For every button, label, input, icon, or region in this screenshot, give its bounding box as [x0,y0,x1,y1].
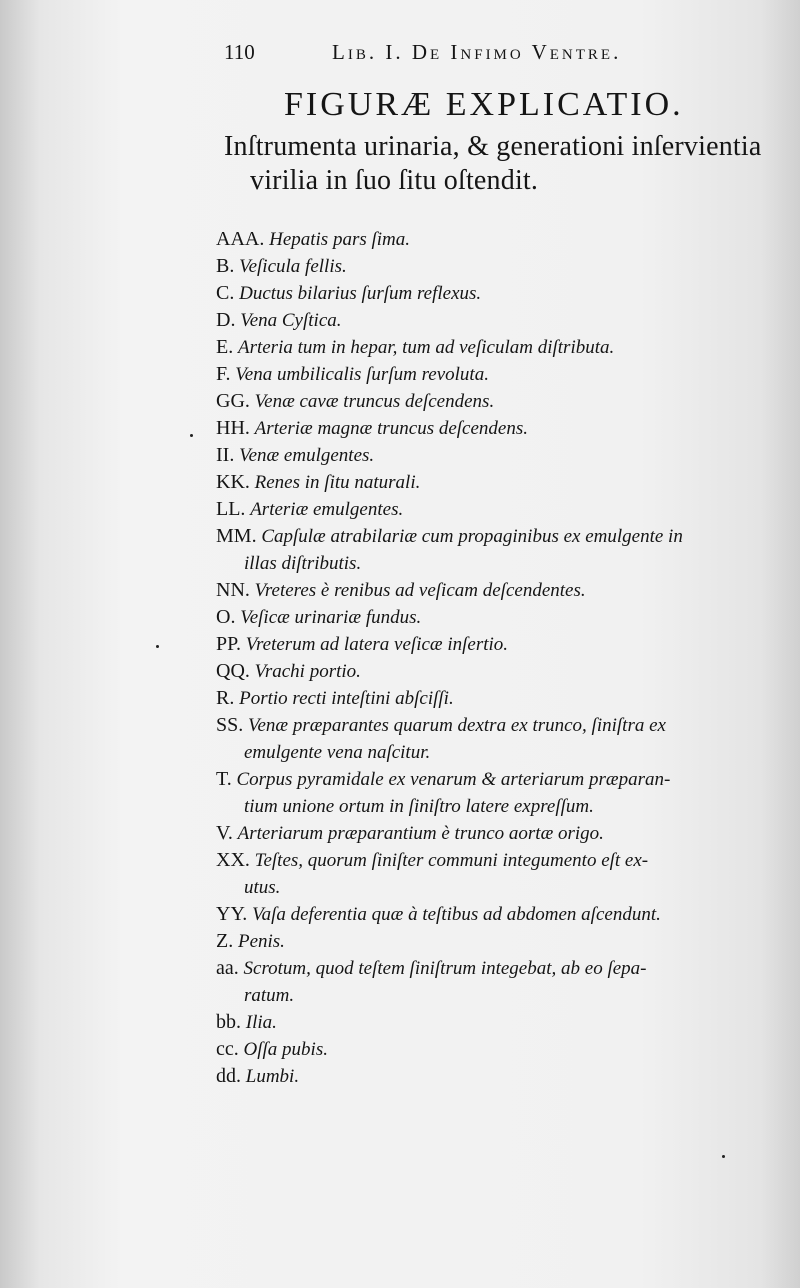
legend-entry [216,442,786,469]
subtitle-line-1: Inſtrumenta urinaria, & generationi inſervientia [224,131,762,162]
legend-key: PP. [216,633,242,655]
legend-description: Lumbi. [245,1066,300,1087]
legend-description: Venæ emulgentes. [239,445,375,466]
ink-speck [190,434,193,437]
legend-description-continued: emulgente vena naſcitur. [244,742,431,763]
legend-key: YY. [216,903,248,925]
legend-key: bb. [216,1011,241,1033]
figure-legend [216,226,786,1090]
legend-description: Teſtes, quorum ſiniſter communi integumento eſt ex- [254,850,649,871]
legend-entry [216,847,786,901]
legend-entry [216,1063,786,1090]
legend-entry [216,280,786,307]
legend-key: NN. [216,579,250,601]
legend-key: O. [216,606,236,628]
legend-entry [216,334,786,361]
legend-key: B. [216,255,235,277]
subtitle-line-2: virilia in ſuo ſitu oſtendit. [250,165,539,196]
legend-entry [216,361,786,388]
legend-key: XX. [216,849,250,871]
legend-key: cc. [216,1038,239,1060]
legend-description: Arteria tum in hepar, tum ad veſiculam diſtributa. [237,337,615,358]
legend-entry [216,955,786,1009]
legend-key: T. [216,768,232,790]
legend-description: Scrotum, quod teſtem ſiniſtrum integebat, ab eo ſepa- [243,958,647,979]
legend-entry [216,415,786,442]
legend-key: dd. [216,1065,241,1087]
legend-entry [216,901,786,928]
legend-key: MM. [216,525,257,547]
legend-description: Renes in ſitu naturali. [254,472,421,493]
legend-description-continued: illas diſtributis. [244,553,362,574]
legend-description: Ductus bilarius ſurſum reflexus. [239,283,482,304]
legend-key: F. [216,363,231,385]
legend-key: GG. [216,390,250,412]
legend-entry [216,604,786,631]
subtitle [224,130,784,198]
legend-description: Oſſa pubis. [243,1039,328,1060]
legend-description: Ilia. [245,1012,277,1033]
legend-description: Venæ præparantes quarum dextra ex trunco, ſiniſtra ex [248,715,666,736]
legend-description: Hepatis pars ſima. [269,229,411,250]
legend-description: Vena Cyſtica. [240,310,342,331]
legend-entry [216,631,786,658]
legend-description: Veſicæ urinariæ fundus. [240,607,422,628]
legend-key: D. [216,309,236,331]
legend-key: AAA. [216,228,265,250]
ink-speck [722,1155,725,1158]
ink-speck [156,645,159,648]
legend-key: E. [216,336,234,358]
legend-key: LL. [216,498,246,520]
legend-entry [216,226,786,253]
legend-entry [216,577,786,604]
page-title: FIGURÆ EXPLICATIO. [284,86,684,123]
legend-key: QQ. [216,660,250,682]
legend-entry [216,1009,786,1036]
legend-description: Portio recti inteſtini abſciſſi. [239,688,454,709]
legend-key: KK. [216,471,250,493]
legend-entry [216,766,786,820]
legend-description-continued: ratum. [244,985,295,1006]
legend-entry [216,685,786,712]
legend-description: Vreterum ad latera veſicæ inſertio. [245,634,509,655]
legend-key: C. [216,282,235,304]
legend-description: Vreteres è renibus ad veſicam deſcendentes. [254,580,586,601]
running-head-title: Lib. I. De Infimo Ventre. [332,40,622,64]
legend-key: aa. [216,957,239,979]
legend-entry [216,388,786,415]
legend-entry [216,496,786,523]
legend-entry [216,469,786,496]
legend-description: Veſicula fellis. [239,256,347,277]
legend-entry [216,928,786,955]
legend-entry [216,1036,786,1063]
legend-key: V. [216,822,233,844]
legend-description: Arteriæ magnæ truncus deſcendens. [254,418,528,439]
legend-entry [216,523,786,577]
legend-description: Corpus pyramidale ex venarum & arteriarum præparan- [236,769,671,790]
legend-key: II. [216,444,235,466]
legend-description: Vrachi portio. [254,661,361,682]
legend-description-continued: utus. [244,877,281,898]
legend-description: Vena umbilicalis ſurſum revoluta. [235,364,489,385]
legend-description: Arteriarum præparantium è trunco aortæ origo. [237,823,604,844]
legend-description: Vaſa deferentia quæ à teſtibus ad abdomen aſcendunt. [252,904,661,925]
legend-description-continued: tium unione ortum in ſiniſtro latere expreſſum. [244,796,594,817]
legend-key: HH. [216,417,250,439]
page-number: 110 [224,40,255,64]
legend-entry [216,307,786,334]
legend-key: Z. [216,930,234,952]
legend-entry [216,820,786,847]
legend-key: SS. [216,714,244,736]
running-head [224,40,724,70]
legend-entry [216,712,786,766]
legend-description: Arteriæ emulgentes. [250,499,404,520]
legend-entry [216,658,786,685]
legend-entry [216,253,786,280]
legend-description: Venæ cavæ truncus deſcendens. [254,391,495,412]
legend-description: Capſulæ atrabilariæ cum propaginibus ex emulgente in [261,526,683,547]
legend-key: R. [216,687,235,709]
legend-description: Penis. [237,931,285,952]
